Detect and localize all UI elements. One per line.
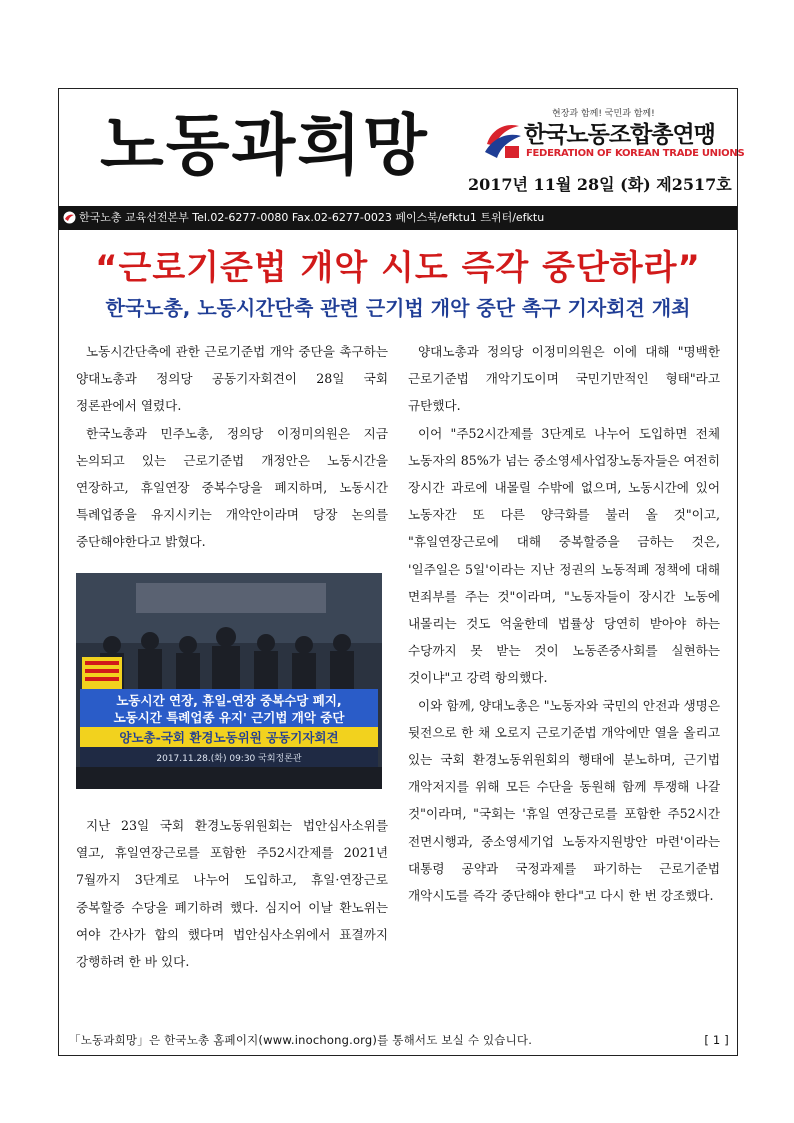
- footer-bar: [59, 1029, 737, 1051]
- article-headline: “근로기준법 개악 시도 즉각 중단하라”: [95, 248, 701, 288]
- issue-date: 2017년 11월 28일 (화) 제2517호: [468, 175, 732, 194]
- article-paragraph: 지난 23일 국회 환경노동위원회는 법안심사소위를 열고, 휴일연장근로를 포함한 주52시간제를 2021년 7월까지 3단계로 나누어 도입하고, 휴일·연장근로 중복할증 수당을 폐기하려 했다. 심지어 이날 환노위는 여야 간사가 합의 했다며 법안심사소위에서 표결까지 강행하려 한 바 있다.: [76, 818, 388, 970]
- article-column-right: [408, 338, 720, 909]
- org-english-name: FEDERATION OF KOREAN TRADE UNIONS: [526, 148, 745, 159]
- press-conference-photo: [76, 573, 382, 789]
- article-column-left-bottom: [76, 812, 388, 975]
- page-number: [ 1 ]: [704, 1033, 729, 1047]
- org-slogan: 현장과 함께! 국민과 함께!: [552, 109, 655, 119]
- article-subheadline: 한국노총, 노동시간단축 관련 근기법 개악 중단 촉구 기자회견 개최: [105, 296, 691, 320]
- contact-info: 한국노총 교육선전본부 Tel.02-6277-0080 Fax.02-6277-0023 페이스북/efktu1 트위터/efktu: [79, 211, 545, 224]
- article-column-left-top: [76, 338, 388, 556]
- fktu-logo-icon: [483, 118, 523, 162]
- article-paragraph: 노동시간단축에 관한 근로기준법 개악 중단을 촉구하는 양대노총과 정의당 공동기자회견이 28일 국회 정론관에서 열렸다.: [76, 344, 388, 414]
- article-paragraph: 한국노총과 민주노총, 정의당 이정미의원은 지금 논의되고 있는 근로기준법 개정안은 노동시간을 연장하고, 휴일연장 중복수당을 폐지하며, 노동시간 특례업종을 유지시키는 개악안이라며 당장 논의를 중단해야한다고 밝혔다.: [76, 425, 388, 550]
- photo-banner-date: 2017.11.28.(화) 09:30 국회정론관: [156, 754, 302, 764]
- photo-banner-line1: 노동시간 연장, 휴일-연장 중복수당 폐지,: [116, 693, 342, 708]
- union-logo-icon: [63, 211, 76, 224]
- article-paragraph: 이와 함께, 양대노총은 "노동자와 국민의 안전과 생명은 뒷전으로 한 채 오로지 근로기준법 개악에만 열을 올리고 있는 국회 환경노동위원회의 행태에 분노하며, 근기법 개악저지를 위해 모든 수단을 동원해 함께 투쟁해 나갈 것"이라며, "국회는 '휴일 연장근로를 포함한 주52시간 전면시행과, 중소영세기업 노동자지원방안 마련'이라는 대통령 공약과 국정과제를 파기하는 근로기준법 개악시도를 즉각 중단해야 한다"고 다시 한 번 강조했다.: [408, 697, 720, 904]
- article-paragraph: 양대노총과 정의당 이정미의원은 이에 대해 "명백한 근로기준법 개악기도이며 국민기만적인 형태"라고 규탄했다.: [408, 344, 720, 414]
- footer-note: 「노동과희망」은 한국노총 홈페이지(www.inochong.org)를 통해서도 보실 수 있습니다.: [69, 1033, 533, 1047]
- article-paragraph: 이어 "주52시간제를 3단계로 나누어 도입하면 전체 노동자의 85%가 넘는 중소영세사업장노동자들은 여전히 장시간 과로에 내몰릴 수밖에 없으며, 노동시간에 있어 노동자간 또 다른 양극화를 불러 올 것"이고, "휴일연장근로에 대해 중복할증을 금하는 것은, '일주일은 5일'이라는 지난 정권의 노동적폐 정책에 대해 면죄부를 주는 것"이라며, "노동자들이 장시간 노동에 내몰리는 것도 억울한데 법률상 당연히 받아야 하는 수당까지 못 받는 것이 노동존중사회를 실현하는 것이냐"고 강력 항의했다.: [408, 425, 720, 686]
- photo-banner-line2: 노동시간 특례업종 유지' 근기법 개악 중단: [113, 710, 345, 725]
- newsletter-title: 노동과희망: [100, 106, 429, 184]
- contact-bar: [59, 206, 737, 230]
- org-name: 한국노동조합총연맹: [524, 122, 715, 148]
- photo-banner-line3: 양노총-국회 환경노동위원 공동기자회견: [119, 730, 339, 745]
